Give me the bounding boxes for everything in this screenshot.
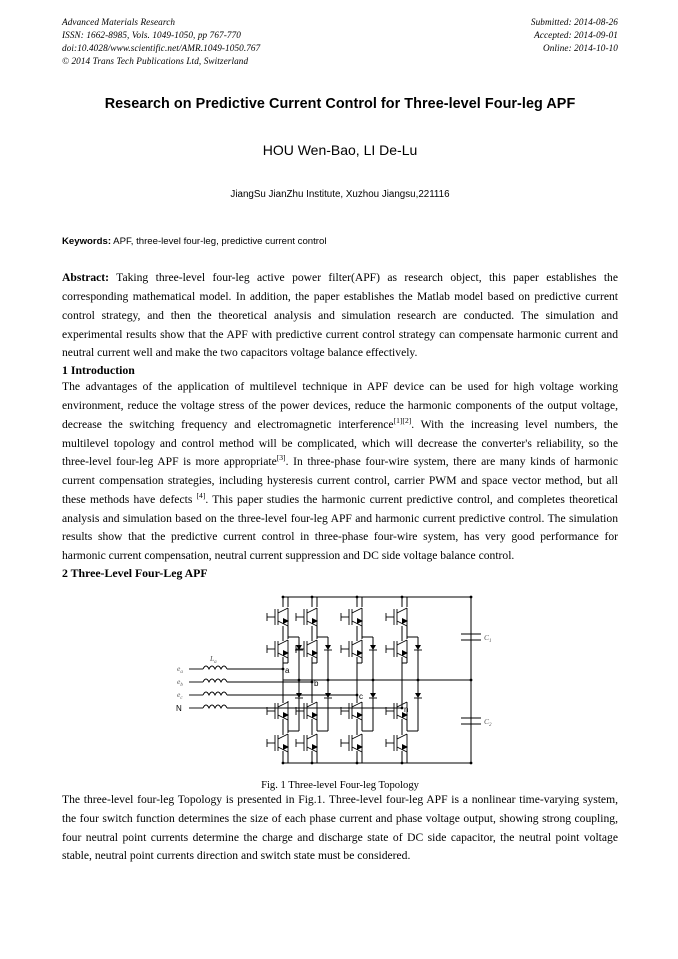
accepted-date: Accepted: 2014-09-01 bbox=[534, 30, 618, 41]
submitted-date: Submitted: 2014-08-26 bbox=[530, 17, 618, 27]
page-title: Research on Predictive Current Control for Three-level Four-leg APF bbox=[104, 96, 576, 113]
node-label-b: b bbox=[314, 678, 319, 688]
source-label-n: N bbox=[176, 703, 182, 713]
dc-capacitor-upper bbox=[461, 633, 492, 644]
journal-name: Advanced Materials Research bbox=[62, 17, 176, 27]
citation-3: [3] bbox=[276, 453, 286, 463]
node-label-a: a bbox=[285, 665, 290, 675]
cap-label-c1: $C_1$ bbox=[484, 632, 492, 644]
leg-input-taps bbox=[283, 663, 402, 708]
page-content bbox=[62, 16, 618, 866]
source-label-ec: $e_c$ bbox=[177, 689, 183, 701]
node-label-c: c bbox=[359, 691, 363, 701]
paragraph-introduction bbox=[62, 378, 618, 566]
citation-4: [4] bbox=[196, 490, 206, 500]
copyright-line: © 2014 Trans Tech Publications Ltd, Switzerland bbox=[62, 56, 249, 67]
intro-text-4: . This paper studies the harmonic current predictive control, and completes theoretical analysis and simulation based on the three-level four-leg APF and harmonic current predictive control. The simulation results show that the predictive current control in three-phase four-wire system, has very good performance for harmonic current compensation, neutral current suppression and DC side voltage balance control. bbox=[62, 492, 618, 563]
intro-text-2: . With the increasing level numbers, the multilevel topology and control method will be complicated, which will decrease the converter's reliability, so the three-level four-leg APF is more appropriate bbox=[62, 417, 618, 469]
abstract-block bbox=[62, 269, 618, 363]
cap-label-c2: $C_2$ bbox=[484, 716, 492, 728]
masthead bbox=[62, 16, 618, 68]
figure-1 bbox=[62, 587, 618, 791]
online-date: Online: 2014-10-10 bbox=[542, 43, 618, 54]
masthead-right bbox=[531, 16, 618, 55]
source-label-eb: $e_b$ bbox=[177, 676, 183, 688]
paragraph-topology: The three-level four-leg Topology is presented in Fig.1. Three-level four-leg APF is a nonlinear time-varying system, the four switch function determines the size of each phase current and phase voltage output, showing strong coupling, four neutral point currents determine the charge and discharge state of DC side capacitor, the neutral point voltage stable, neutral point currents direction and switch state must be considered. bbox=[62, 792, 618, 863]
intro-text-1: The advantages of the application of multilevel technique in APF device can be used for high voltage working environment, reduce the voltage stress of the power devices, reduce the harmonic components of the output voltage, decrease the switching frequency and electromagnetic interference bbox=[62, 380, 618, 431]
issn-line: ISSN: 1662-8985, Vols. 1049-1050, pp 767-770 bbox=[62, 30, 241, 41]
circuit-diagram bbox=[175, 587, 505, 773]
citation-1-2: [1][2] bbox=[393, 415, 412, 425]
keywords-value: APF, three-level four-leg, predictive current control bbox=[111, 236, 327, 248]
dc-capacitor-lower bbox=[461, 717, 492, 728]
author-list: HOU Wen-Bao, LI De-Lu bbox=[262, 142, 418, 159]
node-label-n: n bbox=[404, 704, 409, 714]
affiliation: JiangSu JianZhu Institute, Xuzhou Jiangsu,221116 bbox=[230, 189, 450, 201]
figure-caption: Fig. 1 Three-level Four-leg Topology bbox=[261, 779, 419, 791]
heading-introduction: 1 Introduction bbox=[62, 363, 135, 378]
source-label-ea: $e_a$ bbox=[177, 663, 183, 675]
keywords-line bbox=[62, 236, 618, 247]
dc-bus bbox=[283, 597, 471, 763]
masthead-left bbox=[62, 16, 260, 68]
ac-source-lines bbox=[176, 654, 402, 713]
intro-text-3: . In three-phase four-wire system, there are many kinds of harmonic current compensation strategies, including hysteresis current control, carrier PWM and space vector method, but all these methods have defects bbox=[62, 455, 618, 506]
heading-topology: 2 Three-Level Four-Leg APF bbox=[62, 565, 208, 580]
keywords-label: Keywords: bbox=[62, 236, 112, 248]
abstract-text: Taking three-level four-leg active power filter(APF) as research object, this paper establishes the corresponding mathematical model. In addition, the paper establishes the Matlab model based on predictive current control strategy, and then the theoretical analysis and simulation research are conducted. The simulation and experimental results show that the APF with predictive current control strategy can compensate harmonic current and neutral current well and make the two capacitors voltage balance effectively. bbox=[62, 271, 618, 360]
abstract-label: Abstract: bbox=[62, 271, 110, 285]
doi-line: doi:10.4028/www.scientific.net/AMR.1049-1050.767 bbox=[62, 43, 261, 54]
inductor-label-la: $L_a$ bbox=[210, 653, 217, 665]
